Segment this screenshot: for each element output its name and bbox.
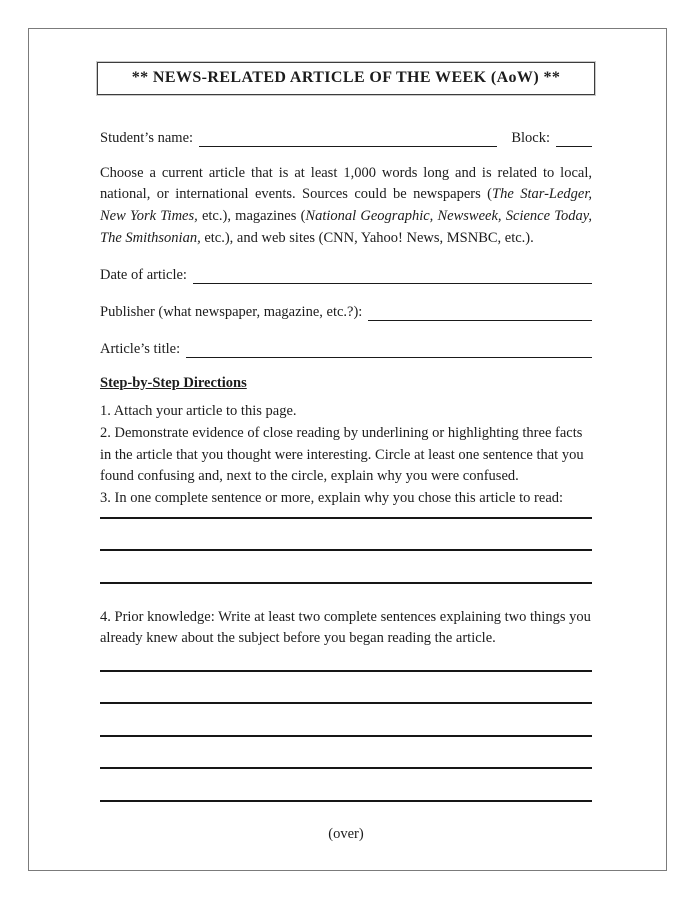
answer-line[interactable] <box>100 704 592 737</box>
block-label: Block: <box>511 129 550 146</box>
answer-line[interactable] <box>100 551 592 584</box>
directions-heading: Step-by-Step Directions <box>100 374 247 391</box>
step-3: 3. In one complete sentence or more, explain why you chose this article to read: <box>100 490 564 507</box>
student-name-blank[interactable] <box>199 128 497 147</box>
answer-line[interactable] <box>100 769 592 802</box>
intro-text: etc.), magazines ( <box>197 208 306 225</box>
field-row-date <box>100 265 592 287</box>
over-label: (over) <box>328 825 364 842</box>
intro-paragraph <box>100 163 592 250</box>
page-title: ** NEWS-RELATED ARTICLE OF THE WEEK (AoW) ** <box>131 69 561 86</box>
answer-line[interactable] <box>100 650 592 672</box>
block-blank[interactable] <box>556 128 592 147</box>
date-of-article-label: Date of article: <box>100 266 187 283</box>
answer-line[interactable] <box>100 672 592 705</box>
intro-text: Choose a current article that is at least 1,000 words long and is related to local, national, or international events. Sources could be newspapers ( <box>100 164 592 203</box>
step-2: 2. Demonstrate evidence of close reading by underlining or highlighting three facts in the article that you thought were interesting. Circle at least one sentence that you found confusing and, next to the circle, explain why you were confused. <box>100 424 584 485</box>
publisher-blank[interactable] <box>368 302 592 321</box>
worksheet-page <box>28 28 667 871</box>
answer-line[interactable] <box>100 737 592 770</box>
worksheet-content <box>100 62 592 845</box>
date-of-article-blank[interactable] <box>193 265 592 284</box>
step-1: 1. Attach your article to this page. <box>100 403 297 420</box>
article-title-label: Article’s title: <box>100 340 181 357</box>
publisher-label: Publisher (what newspaper, magazine, etc.?): <box>100 303 363 320</box>
field-row-article-title <box>100 339 592 361</box>
footer <box>100 824 592 846</box>
answer-lines-step3 <box>100 510 592 584</box>
student-name-label: Student’s name: <box>100 129 194 146</box>
field-row-publisher <box>100 302 592 324</box>
intro-text: etc.), and web sites (CNN, Yahoo! News, MSNBC, etc.). <box>200 229 534 246</box>
student-name-row <box>100 128 592 150</box>
answer-lines-step4 <box>100 650 592 802</box>
publication-name: The Star-Ledger, New York Times, <box>100 186 592 225</box>
article-title-blank[interactable] <box>186 339 592 358</box>
step-4: 4. Prior knowledge: Write at least two complete sentences explaining two things you already knew about the subject before you began reading the article. <box>100 608 591 647</box>
publication-name: National Geographic, Newsweek, Science Today, The Smithsonian, <box>100 208 592 246</box>
title-box <box>97 62 595 95</box>
directions-steps <box>100 401 592 510</box>
answer-line[interactable] <box>100 519 592 552</box>
answer-line[interactable] <box>100 510 592 519</box>
